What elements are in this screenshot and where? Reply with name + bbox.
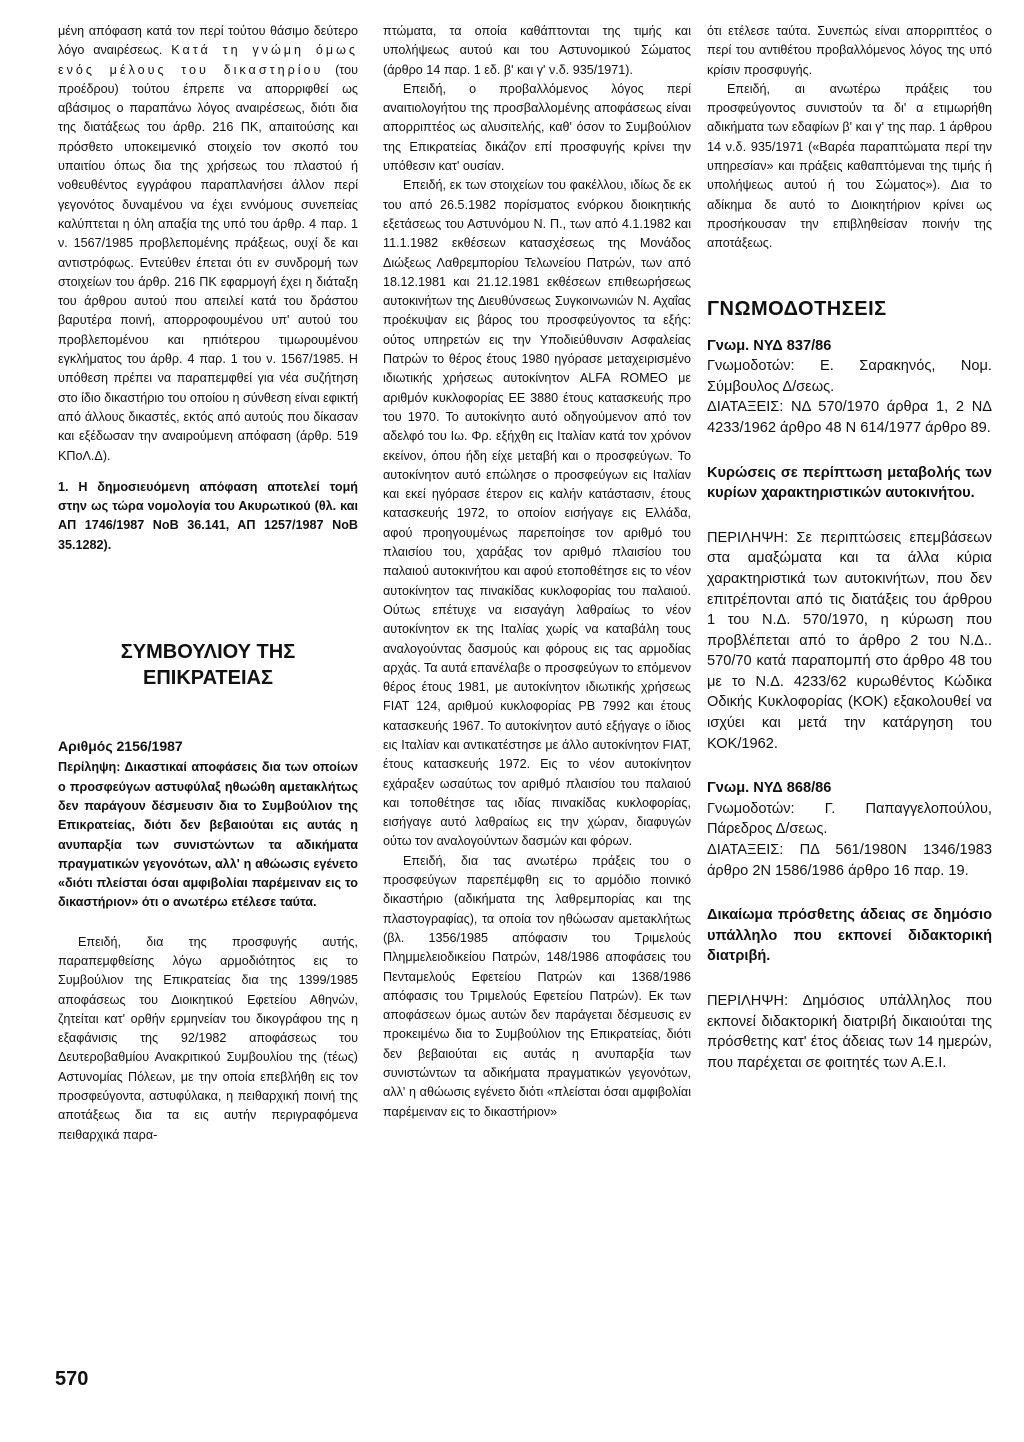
opinion-summary: ΠΕΡΙΛΗΨΗ: Σε περιπτώσεις επεμβάσεων στα αμαξώματα και τα άλλα κύρια χαρακτηριστικά των αυτοκινήτων, που δεν επιτρέπονται από τις διατάξεις του άρθρου 1 του Ν.Δ. 570/1970, η κύρωση που προβλέπεται από το άρθρο 2 του Ν.Δ.. 570/70 κατά παραπομπή στο άρθρο 48 του με το Ν.Δ. 4233/62 κυρωθέντος Κώδικα Οδικής Κυκλοφορίας (ΚΟΚ) εξακολουθεί να ισχύει και μετά την κατάργηση του ΚΟΚ/1962. (707, 529, 992, 752)
case-number: Αριθμός 2156/1987 (58, 738, 183, 755)
case-summary: Περίληψη: Δικαστικαί αποφάσεις δια των οποίων ο προσφεύγων αστυφύλαξ ηθωώθη αμετακλήτως δεν παράγουν δέσμευσιν δια το Συμβούλιον της Επικρατείας, διότι δεν βεβαιούται εις αυτάς η ανυπαρξία των συνιστώντων τα αδικήματα πραγματικών γεγονότων, αλλ' η αθώωσις εγένετο «διότι πλείσται όσαι αμφιβολίαι παρέμειναν εις το δικαστήριον» ότι ο ανωτέρω ετέλεσε ταύτα. (58, 760, 358, 910)
paragraph: Επειδή, εκ των στοιχείων του φακέλλου, ιδίως δε εκ του από 26.5.1982 πορίσματος ενόρκου διοικητικής εξετάσεως του Αστυνόμου Ν. Π., των από 4.1.1982 και 11.1.1982 εκθέσεων κατασχέσεως της Μονάδος Διώξεως Λαθρεμπορίου Τελωνείου Πατρών, των από 18.12.1981 και 21.12.1981 εκθέσεων επιθεωρήσεως αυτοκινήτων της Διευθύνσεως Συγκοινωνιών Ν. Αχαΐας προέκυψαν εις βάρος του προσφεύγοντος τα εξής: ούτος υπηρετών εις την Υποδιεύθυνσιν Ασφαλείας Πατρών το θέρος έτους 1980 ηγόρασε μεταχειρισμένο ιδιωτικής χρήσεως αυτοκίνητον ALFA ROMEO με αριθμόν κυκλοφορίας ΕΕ 3880 έτους κατασκευής προ του 1970. Το αυτοκίνητο αυτό οδηγούμενον από τον αδελφό του Ιω. Φρ. εξήχθη εις Ιταλίαν κατά τον χρόνον εκείνον, όπου ήδη είχε μεταβή και ο προσφεύγων. Το αυτοκίνητον αυτό επώλησε ο προσφεύγων εις Ιταλίαν και εκεί ηγόρασε έτερον εις καλήν κατάστασιν, έτους κατασκευής 1972, το οποίον εισήγαγε εις Ελλάδα, αφού προηγουμένως παρεποίησε τον αριθμό του πλαισίου του, χαράξας τον αριθμό πλαισίου του παλαιού αυτοκινήτου και αφού ετοποθέτησε εις το νέον αυτοκίνητον τας πινακίδας κυκλοφορίας του παλαιού. Ούτως επέτυχε να εισαγάγη λαθραίως το νέον αυτοκίνητον εκ της Ιταλίας χωρίς να καταβάλη τους αναλογούντας δασμούς και φόρους εις τας αρμοδίας αρχάς. Τα αυτά επανέλαβε ο προσφεύγων το επόμενον θέρος έτους 1981, με αυτοκίνητον ιδιωτικής χρήσεως FIAT 124, αριθμού κυκλοφορίας ΡΒ 7992 και έτους κατασκευής 1967. Το αυτοκίνητον αυτό εξήγαγε ο ίδιος εις Ιταλίαν και αντικατέστησε με άλλο αυτοκίνητον FIAT, έτους κατασκευής 1972. Εις το νέον αυτοκίνητον εχάραξεν ωσαύτως τον αριθμό πλαισίου του παλαιού και τοποθέτησε τας ιδίας πινακίδας κυκλοφορίας, εισήγαγε αυτό λαθραίως εις την χώραν, διαφυγών ούτω τον αναλογούντων δασμών και φόρων. (383, 178, 691, 849)
opinion-2 (707, 778, 992, 1073)
opinion-provisions: ΔΙΑΤΑΞΕΙΣ: ΠΔ 561/1980Ν 1346/1983 άρθρο 2Ν 1586/1986 άρθρο 16 παρ. 19. (707, 842, 992, 879)
paragraph: Επειδή, δια της προσφυγής αυτής, παραπεμφθείσης λόγω αρμοδιότητος εις το Συμβούλιον της Επικρατείας δια της 1399/1985 αποφάσεως του Διοικητικού Εφετείου Αθηνών, ζητείται κατ' ορθήν ερμηνείαν του δικογράφου της η εξαφάνισις της 92/1982 αποφάσεως του Δευτεροβαθμίου Ανακριτικού Συμβουλίου της (τέως) Αστυνομίας Πόλεων, με την οποία επεβλήθη εις τον προσφεύγοντα, αστυφύλακα, η πειθαρχική ποινή της αποτάξεως δια τα εις αυτήν περιγραφόμενα πειθαρχικά παρα- (58, 934, 358, 1142)
spaced-text: Κατά τη γνώμη όμως ενός μέλους του δικαστηρίου (58, 43, 359, 77)
section-heading: ΣΥΜΒΟΥΛΙΟΥ ΤΗΣ ΕΠΙΚΡΑΤΕΙΑΣ (120, 641, 296, 690)
paragraph: Επειδή, ο προβαλλόμενος λόγος περί αναιτιολογήτου της προσβαλλομένης αποφάσεως είναι απορριπτέος ως αλυσιτελής, καθ' όσον το Συμβούλιον της Επικρατείας δικάζον επί προσφυγής κρίνει την υπόθεσιν κατ' ουσίαν. (383, 81, 691, 174)
opinion-title: Γνωμ. ΝΥΔ 868/86 (707, 780, 832, 797)
opinion-subject: Κυρώσεις σε περίπτωση μεταβολής των κυρίων χαρακτηριστικών αυτοκινήτου. (707, 464, 992, 502)
section-heading: ΓΝΩΜΟΔΟΤΗΣΕΙΣ (707, 297, 887, 320)
page-number: 570 (55, 1368, 89, 1390)
column-1 (58, 22, 358, 1145)
opinion-provisions: ΔΙΑΤΑΞΕΙΣ: ΝΔ 570/1970 άρθρα 1, 2 ΝΔ 4233/1962 άρθρο 48 Ν 614/1977 άρθρο 89. (707, 399, 992, 436)
column-3 (707, 22, 992, 1073)
opinion-subject: Δικαίωμα πρόσθετης άδειας σε δημόσιο υπάλληλο που εκπονεί διδακτορική διατριβή. (707, 907, 992, 965)
paragraph: ότι ετέλεσε ταύτα. Συνεπώς είναι απορριπτέος ο περί του αντιθέτου προβαλλόμενος λόγος της υπό κρίσιν προσφυγής. (707, 24, 992, 77)
opinion-title: Γνωμ. ΝΥΔ 837/86 (707, 337, 832, 354)
paragraph: Επειδή, αι ανωτέρω πράξεις του προσφεύγοντος συνιστούν τα δι' α ετιμωρήθη αδικήματα των εδαφίων β' και γ' της παρ. 1 άρθρου 14 ν.δ. 935/1971 («Βαρέα παραπτώματα περί την υπηρεσίαν» και πράξεις καθαπτόμεναι της τιμής ή υπολήψεως αυτού ή του Σώματος»). Δια το αδίκημα δε αυτό το Διοικητήριον κρίνει ως προσήκουσαν την επιβληθείσαν ποινήν της αποτάξεως. (707, 81, 993, 251)
paragraph: Επειδή, δια τας ανωτέρω πράξεις του ο προσφεύγων παρεπέμφθη εις το αρμόδιο ποινικό δικαστήριο (αδικήματα της λαθρεμπορίας και της πλαστογραφίας), τα οποία τον ηθώωσαν αμετακλήτως (βλ. 1356/1985 απόφασιν του Τριμελούς Πλημμελειοδικείου Πατρών, 148/1986 αποφάσεις του Πενταμελούς Εφετείου Πατρών και 1368/1986 απόφασις του Τριμελούς Εφετείου Πατρών). Εκ των αποφάσεων όμως αυτών δεν παράγεται δέσμευσις εν προκειμένω δια το Συμβούλιον της Επικρατείας, διότι δεν βεβαιούται εις αυτάς η ανυπαρξία των συνιστώντων τα αδικήματα πραγματικών γεγονότων, αλλ' η αθώωσις εγένετο διότι «πλείσται όσαι αμφιβολίαι παρέμειναν εις το δικαστήριον» (383, 853, 691, 1119)
paragraph: μένη απόφαση κατά τον περί τούτου θάσιμο δεύτερο λόγο αναιρέσεως. Κατά τη γνώμη όμως ενός μέλους του δικαστηρίου (του προέδρου) τούτου έπρεπε να απορριφθεί ως αβάσιμος ο παραπάνω λόγος αναιρέσεως, διότι δια της διατάξεως του άρθρ. 216 ΠΚ, απαιτούσης και πρόσθετο υποκειμενικό στοιχείο τον σκοπό του υπαιτίου όπως δια της χρήσεως του πλαστού ή νοθευθέντος εγγράφου παραπλανήσει άλλον περί γεγονότος δυναμένου να έχει εννόμους συνεπείας καλύπτεται η όλη απαξία της υπό του άρθρ. 4 παρ. 1 ν. 1567/1985 προβλεπομένης πράξεως, ουχί δε και αντιστρόφως. Εντεύθεν έπεται ότι εν συνδρομή των στοιχείων του άρθρ. 216 ΠΚ εφαρμογή έχει η διάταξη του άρθρου αυτού που απειλεί κατά του δράστου βαρυτέρα ποινή, απορροφουμένου υπ' αυτού του προβλεπομένου και ηπιότερου τιμωρουμένου εγκλήματος του άρθρ. 4 παρ. 1 του ν. 1567/1985. Η υπόθεση πρέπει να παραπεμφθεί για νέα συζήτηση στο ίδιο δικαστήριο του οποίου η σύνθεση είναι εφικτή από άλλους δικαστές, εκτός από αυτούς που δίκασαν και εξέδωσαν την αναιρούμενη απόφαση (άρθρ. 519 ΚΠοΛ.Δ). (58, 24, 359, 463)
editor-note: 1. Η δημοσιευόμενη απόφαση αποτελεί τομή στην ως τώρα νομολογία του Ακυρωτικού (θλ. και ΑΠ 1746/1987 ΝοΒ 36.141, ΑΠ 1257/1987 ΝοΒ 35.1282). (58, 479, 358, 552)
paragraph: πτώματα, τα οποία καθάπτονται της τιμής και υπολήψεως αυτού και του Αστυνομικού Σώματος (άρθρο 14 παρ. 1 εδ. β' και γ' ν.δ. 935/1971). (383, 24, 691, 77)
opinion-author: Γνωμοδοτών: Γ. Παπαγγελοπούλου, Πάρεδρος Δ/σεως. (707, 800, 992, 838)
column-2 (383, 22, 691, 1122)
opinion-1 (707, 336, 992, 755)
opinion-summary: ΠΕΡΙΛΗΨΗ: Δημόσιος υπάλληλος που εκπονεί διδακτορική διατριβή δικαιούται της πρόσθετης κατ' έτος άδειας των 14 ημερών, που παρέχεται σε φοιτητές των Α.Ε.Ι. (707, 993, 992, 1071)
opinion-author: Γνωμοδοτών: Ε. Σαρακηνός, Νομ. Σύμβουλος Δ/σεως. (707, 358, 992, 395)
